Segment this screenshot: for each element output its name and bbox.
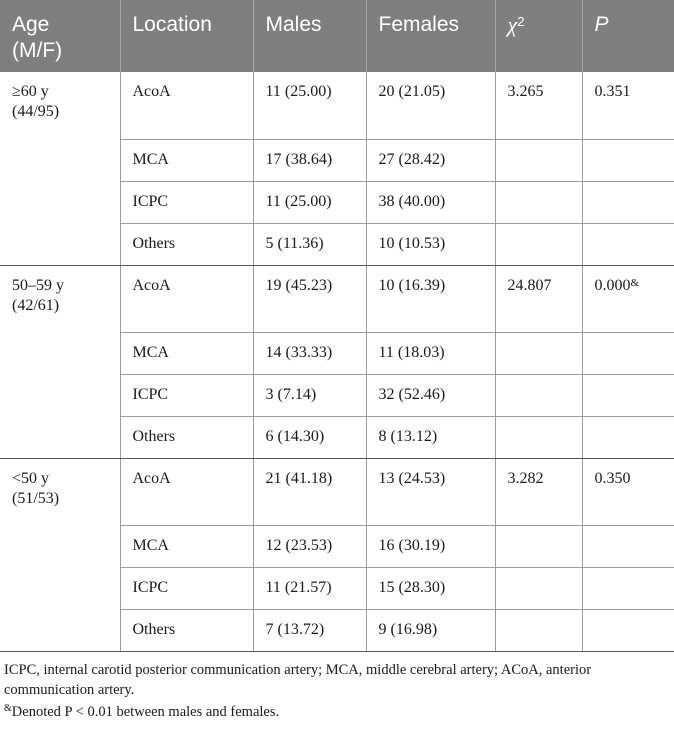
- header-females: Females: [366, 0, 495, 72]
- p-value-cell: [582, 139, 674, 181]
- location-cell: Others: [120, 223, 253, 265]
- females-cell: 13 (24.53): [366, 458, 495, 525]
- header-chi-square: [495, 0, 582, 72]
- females-cell: 10 (10.53): [366, 223, 495, 265]
- chi-square-cell: [495, 332, 582, 374]
- females-cell: 20 (21.05): [366, 72, 495, 139]
- location-cell: MCA: [120, 332, 253, 374]
- location-cell: Others: [120, 609, 253, 651]
- females-cell: 8 (13.12): [366, 416, 495, 458]
- table-row: [0, 458, 674, 525]
- header-males: Males: [253, 0, 366, 72]
- chi-square-cell: [495, 223, 582, 265]
- chi-square-cell: [495, 181, 582, 223]
- chi-symbol: χ: [507, 12, 518, 37]
- females-cell: 9 (16.98): [366, 609, 495, 651]
- females-cell: 15 (28.30): [366, 567, 495, 609]
- males-cell: 19 (45.23): [253, 265, 366, 332]
- p-value-cell: [582, 265, 674, 332]
- location-cell: Others: [120, 416, 253, 458]
- p-value-cell: [582, 567, 674, 609]
- p-value-cell: [582, 416, 674, 458]
- chi-square-cell: [495, 609, 582, 651]
- location-cell: MCA: [120, 525, 253, 567]
- location-cell: AcoA: [120, 458, 253, 525]
- age-group-cell: [0, 458, 120, 651]
- significance-mark: &: [4, 702, 12, 714]
- header-age-line1: Age: [12, 13, 50, 36]
- females-cell: 11 (18.03): [366, 332, 495, 374]
- males-cell: 7 (13.72): [253, 609, 366, 651]
- males-cell: 11 (25.00): [253, 181, 366, 223]
- chi-square-cell: 24.807: [495, 265, 582, 332]
- p-label: P: [594, 13, 609, 36]
- males-cell: 11 (21.57): [253, 567, 366, 609]
- p-value-cell: [582, 609, 674, 651]
- location-cell: ICPC: [120, 181, 253, 223]
- males-cell: 3 (7.14): [253, 374, 366, 416]
- p-value-cell: [582, 181, 674, 223]
- females-cell: 27 (28.42): [366, 139, 495, 181]
- p-value-cell: [582, 525, 674, 567]
- age-group-counts: (42/61): [12, 296, 60, 314]
- age-group-cell: [0, 265, 120, 458]
- header-p-value: [582, 0, 674, 72]
- location-cell: ICPC: [120, 374, 253, 416]
- location-cell: MCA: [120, 139, 253, 181]
- abbreviations-footnote: ICPC, internal carotid posterior communication artery; MCA, middle cerebral artery; ACoA, anterior communication artery.: [4, 661, 592, 698]
- females-cell: 38 (40.00): [366, 181, 495, 223]
- location-cell: AcoA: [120, 72, 253, 139]
- location-cell: AcoA: [120, 265, 253, 332]
- header-age: [0, 0, 120, 72]
- p-value-cell: [582, 223, 674, 265]
- age-group-counts: (44/95): [12, 103, 60, 120]
- significance-footnote: [4, 702, 670, 722]
- header-row: [0, 0, 674, 72]
- chi-square-cell: [495, 567, 582, 609]
- age-group-label: 50–59 y: [12, 276, 64, 294]
- chi-square-cell: [495, 374, 582, 416]
- p-value: 0.351: [594, 83, 631, 100]
- males-cell: 11 (25.00): [253, 72, 366, 139]
- p-value-cell: [582, 332, 674, 374]
- chi-square-cell: [495, 416, 582, 458]
- age-group-label: <50 y: [12, 469, 50, 487]
- chi-square-cell: [495, 139, 582, 181]
- chi-superscript: 2: [517, 14, 525, 29]
- p-value-cell: [582, 458, 674, 525]
- significance-text: Denoted P < 0.01 between males and females.: [11, 703, 280, 720]
- age-group-label: ≥60 y: [12, 83, 49, 100]
- p-value: 0.350: [594, 469, 631, 487]
- males-cell: 12 (23.53): [253, 525, 366, 567]
- females-cell: 10 (16.39): [366, 265, 495, 332]
- p-value: 0.000: [594, 276, 631, 294]
- location-cell: ICPC: [120, 567, 253, 609]
- males-cell: 14 (33.33): [253, 332, 366, 374]
- females-cell: 16 (30.19): [366, 525, 495, 567]
- chi-square-cell: [495, 525, 582, 567]
- header-age-line2: (M/F): [12, 39, 63, 62]
- table-row: [0, 72, 674, 139]
- males-cell: 17 (38.64): [253, 139, 366, 181]
- males-cell: 21 (41.18): [253, 458, 366, 525]
- table-row: [0, 265, 674, 332]
- age-group-counts: (51/53): [12, 489, 60, 507]
- females-cell: 32 (52.46): [366, 374, 495, 416]
- p-value-cell: [582, 374, 674, 416]
- chi-square-cell: 3.265: [495, 72, 582, 139]
- p-value-mark: &: [630, 276, 640, 289]
- males-cell: 6 (14.30): [253, 416, 366, 458]
- chi-square-cell: 3.282: [495, 458, 582, 525]
- table-footnotes: [0, 652, 674, 722]
- p-value-cell: [582, 72, 674, 139]
- header-location: Location: [120, 0, 253, 72]
- males-cell: 5 (11.36): [253, 223, 366, 265]
- age-group-cell: [0, 72, 120, 265]
